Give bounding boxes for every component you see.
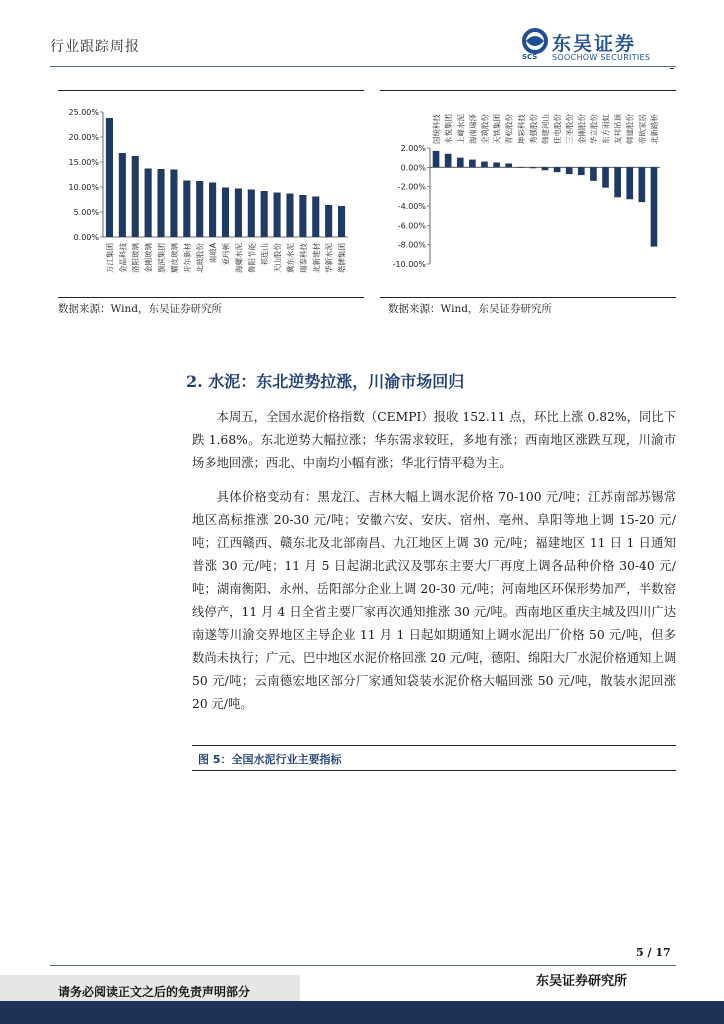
logo-text-en: SOOCHOW SECURITIES xyxy=(552,53,651,62)
category-label: 秀强股份 xyxy=(528,114,538,144)
category-label: 天铁集团 xyxy=(492,114,502,144)
category-label: 南玻A xyxy=(208,243,218,264)
category-label: 北新路桥 xyxy=(649,114,659,144)
disclaimer-text: 请务必阅读正文之后的免责声明部分 xyxy=(58,985,251,999)
category-label: 华立股份 xyxy=(589,114,599,144)
bar xyxy=(578,167,585,175)
bar xyxy=(639,167,646,202)
category-label: 青松股份 xyxy=(504,114,514,144)
bar xyxy=(433,151,440,167)
category-label: 华新水泥 xyxy=(324,243,334,273)
bar xyxy=(286,194,293,238)
y-tick-label: 2.00% xyxy=(400,144,426,153)
category-label: 耀皮玻璃 xyxy=(169,243,179,273)
fig-left-top-rule xyxy=(58,90,364,91)
category-label: 海南瑞泽 xyxy=(468,114,478,144)
bar xyxy=(505,163,512,167)
bar xyxy=(274,193,281,238)
fig5-top-rule xyxy=(192,745,676,746)
category-label: 鲁阳节能 xyxy=(247,243,257,273)
category-label: 帝欧家居 xyxy=(637,114,647,144)
header-divider xyxy=(50,66,676,67)
category-label: 佳电股份 xyxy=(553,114,563,144)
bar xyxy=(157,169,164,237)
bar xyxy=(530,167,537,168)
fig-right-top-rule xyxy=(380,90,676,91)
bar xyxy=(312,197,319,238)
category-label: 韩建河山 xyxy=(541,114,550,144)
category-label: 友邦吊顶 xyxy=(613,113,623,144)
bar xyxy=(517,167,524,168)
category-label: 亚玛顿 xyxy=(221,243,231,266)
category-label: 永悦集团 xyxy=(444,114,454,144)
bar xyxy=(222,188,229,238)
category-label: 北玻股份 xyxy=(195,243,205,273)
category-label: 三圣股份 xyxy=(565,114,575,144)
category-label: 海螺水泥 xyxy=(234,243,244,273)
paragraph-cempi: 本周五，全国水泥价格指数（CEMPI）报收 152.11 点，环比上涨 0.82%，同比下跌 1.68%。东北逆势大幅拉涨；华东需求较旺，多地有涨；西南地区涨跌互现，川渝市场多地回涨；西北、中南均小幅有涨；华北行情平稳为主。 xyxy=(192,410,676,470)
figure5-caption: 图 5：全国水泥行业主要指标 xyxy=(198,753,342,766)
y-tick-label: 25.00% xyxy=(68,108,99,117)
bar xyxy=(626,167,633,199)
category-label: 金晶科技 xyxy=(118,243,128,273)
category-label: 开尔新材 xyxy=(182,243,192,273)
header-tick xyxy=(670,68,674,69)
bar xyxy=(481,162,488,168)
category-label: 坤彩科技 xyxy=(516,114,526,144)
bar xyxy=(338,206,345,237)
section-title: 2. 水泥：东北逆势拉涨，川渝市场回归 xyxy=(186,372,465,391)
logo-text-cn: 东吴证券 xyxy=(552,33,637,55)
y-tick-label: 0.00% xyxy=(73,233,99,242)
top-gainers-chart xyxy=(58,92,358,296)
y-tick-label: -8.00% xyxy=(397,240,426,250)
category-label: 东方雨虹 xyxy=(601,114,611,144)
bar xyxy=(183,181,190,238)
bar xyxy=(299,195,306,237)
fig5-bottom-rule xyxy=(192,770,676,771)
bar xyxy=(614,167,621,197)
y-tick-label: 20.00% xyxy=(68,133,99,142)
category-label: 韩建股份 xyxy=(625,114,635,144)
category-label: 天山股份 xyxy=(273,243,283,273)
bar xyxy=(106,118,113,237)
category-label: 全筑股份 xyxy=(480,113,490,144)
report-type: 行业跟踪周报 xyxy=(50,39,140,55)
bar xyxy=(542,167,549,170)
category-label: 上峰水泥 xyxy=(456,114,466,144)
bar xyxy=(132,156,139,237)
bar xyxy=(651,167,658,246)
y-tick-label: 15.00% xyxy=(68,158,99,167)
company-logo xyxy=(520,28,552,70)
category-label: 瑞泰科技 xyxy=(298,242,308,273)
bar xyxy=(170,170,177,238)
bar xyxy=(554,167,561,172)
bar xyxy=(235,189,242,238)
page-number: 5 / 17 xyxy=(636,946,671,959)
y-tick-label: 0.00% xyxy=(400,163,426,173)
bar xyxy=(469,160,476,168)
bar xyxy=(445,154,452,168)
top-losers-chart xyxy=(380,92,676,296)
bar xyxy=(566,167,573,174)
y-tick-label: -4.00% xyxy=(397,202,426,211)
bar xyxy=(325,205,332,237)
paragraph-price-changes: 具体价格变动有：黑龙江、吉林大幅上调水泥价格 70-100 元/吨；江苏南部苏锡常地区高标推涨 20-30 元/吨；安徽六安、安庆、宿州、亳州、阜阳等地上调 15-20 元/吨；江西赣西、赣东北及北部南昌、九江地区上调 30 元/吨；福建地区 11 日 1 日通知普涨 30 元/吨；11 月 5 日起湖北武汉及鄂东主要大厂再度上调各品种价格 30-40 元/吨；湖南衡阳、永州、岳阳部分企业上调 20-30 元/吨；河南地区环保形势加严，半数窑线停产，11 月 4 日全省主要厂家再次通知推涨 30 元/吨。西南地区重庆主城及四川广达南遂等川渝交界地区主导企业 11 月 1 日起如期通知上调水泥出厂价格 50 元/吨，但多数尚未执行；广元、巴中地区水泥价格回涨 20 元/吨，德阳、绵阳大厂水泥价格通知上调 50 元/吨；云南德宏地区部分厂家通知袋装水泥价格大幅回涨 50 元/吨，散装水泥回涨 20 元/吨。 xyxy=(192,490,676,711)
bar xyxy=(261,191,268,237)
category-label: 旗滨集团 xyxy=(157,243,167,273)
bar xyxy=(248,190,255,238)
bar xyxy=(119,153,126,237)
bar xyxy=(209,183,216,238)
bar xyxy=(196,181,203,237)
y-tick-label: 5.00% xyxy=(73,208,99,217)
footer-band xyxy=(0,1001,724,1024)
bar xyxy=(602,167,609,187)
bar xyxy=(145,169,152,238)
category-label: 金刚股份 xyxy=(577,114,587,144)
category-label: 冀东水泥 xyxy=(285,243,295,273)
y-tick-label: -2.00% xyxy=(397,182,426,192)
bar xyxy=(590,167,597,181)
footer-divider xyxy=(50,965,676,966)
source-right: 数据来源：Wind，东吴证券研究所 xyxy=(388,303,552,315)
y-tick-label: -10.00% xyxy=(392,260,426,269)
footer-institute: 东吴证券研究所 xyxy=(536,974,628,989)
category-label: 北新建材 xyxy=(311,243,321,273)
logo-badge: SCS xyxy=(522,53,538,61)
y-tick-label: 10.00% xyxy=(68,183,99,192)
category-label: 祁连山 xyxy=(260,243,270,266)
category-label: 国统科技 xyxy=(432,114,442,144)
bar xyxy=(457,158,464,168)
fig-right-bottom-rule xyxy=(380,297,676,298)
category-label: 洛阳玻璃 xyxy=(131,243,141,273)
category-label: 塔牌集团 xyxy=(337,243,347,273)
source-left: 数据来源：Wind，东吴证券研究所 xyxy=(58,303,222,315)
category-label: 金刚玻璃 xyxy=(144,243,154,273)
category-label: 万江集团 xyxy=(105,243,115,273)
bar xyxy=(493,163,500,168)
y-tick-label: -6.00% xyxy=(397,221,426,231)
fig-left-bottom-rule xyxy=(58,297,364,298)
